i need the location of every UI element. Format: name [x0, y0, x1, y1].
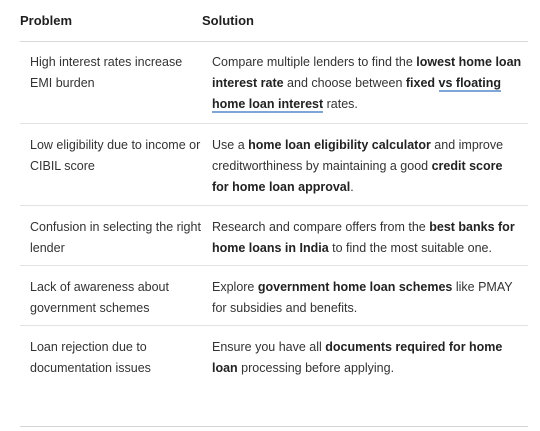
- solution-text: Ensure you have all: [212, 340, 326, 354]
- problem-cell: High interest rates increase EMI burden: [30, 55, 183, 90]
- table-row: [20, 326, 528, 386]
- header-solution: Solution: [202, 13, 254, 28]
- problem-cell: Loan rejection due to documentation issues: [30, 340, 151, 375]
- solution-cell: [202, 135, 528, 205]
- solution-text: Compare multiple lenders to find the: [212, 55, 417, 69]
- linked-keyword[interactable]: vs floating home loan interest: [212, 76, 502, 111]
- keyword: home loan eligibility calculator: [248, 138, 431, 152]
- keyword: fixed: [405, 76, 439, 90]
- solution-text: to find the most suitable one.: [328, 241, 492, 255]
- table-row: [20, 266, 528, 326]
- table-row: [20, 206, 528, 266]
- table-row: [20, 124, 528, 206]
- solution-text: processing before applying.: [237, 361, 395, 375]
- keyword: lowest home loan interest rate: [212, 55, 522, 90]
- solution-cell: [202, 277, 528, 325]
- header-problem: Problem: [20, 13, 73, 28]
- keyword: best banks for home loans in India: [212, 220, 515, 255]
- problem-solution-table: [20, 0, 528, 386]
- keyword: government home loan schemes: [257, 280, 453, 294]
- table-row: [20, 42, 528, 124]
- solution-cell: [202, 52, 528, 123]
- problem-cell: Low eligibility due to income or CIBIL score: [30, 138, 201, 173]
- solution-text: Research and compare offers from the: [212, 220, 430, 234]
- solution-text: like PMAY for subsidies and benefits.: [212, 280, 513, 315]
- keyword: credit score for home loan approval: [212, 159, 503, 194]
- problem-cell: Confusion in selecting the right lender: [30, 220, 201, 255]
- solution-text: and improve creditworthiness by maintaining a good: [212, 138, 504, 173]
- problem-cell: Lack of awareness about government schemes: [30, 280, 169, 315]
- solution-text: Explore: [212, 280, 258, 294]
- keyword: documents required for home loan: [212, 340, 503, 375]
- solution-cell: [202, 337, 528, 386]
- solution-text: rates.: [323, 97, 358, 111]
- table-bottom-divider: [20, 426, 528, 427]
- solution-text: Use a: [212, 138, 249, 152]
- solution-text: and choose between: [283, 76, 406, 90]
- table-header-row: [20, 0, 528, 42]
- solution-text: .: [350, 180, 354, 194]
- solution-cell: [202, 217, 528, 265]
